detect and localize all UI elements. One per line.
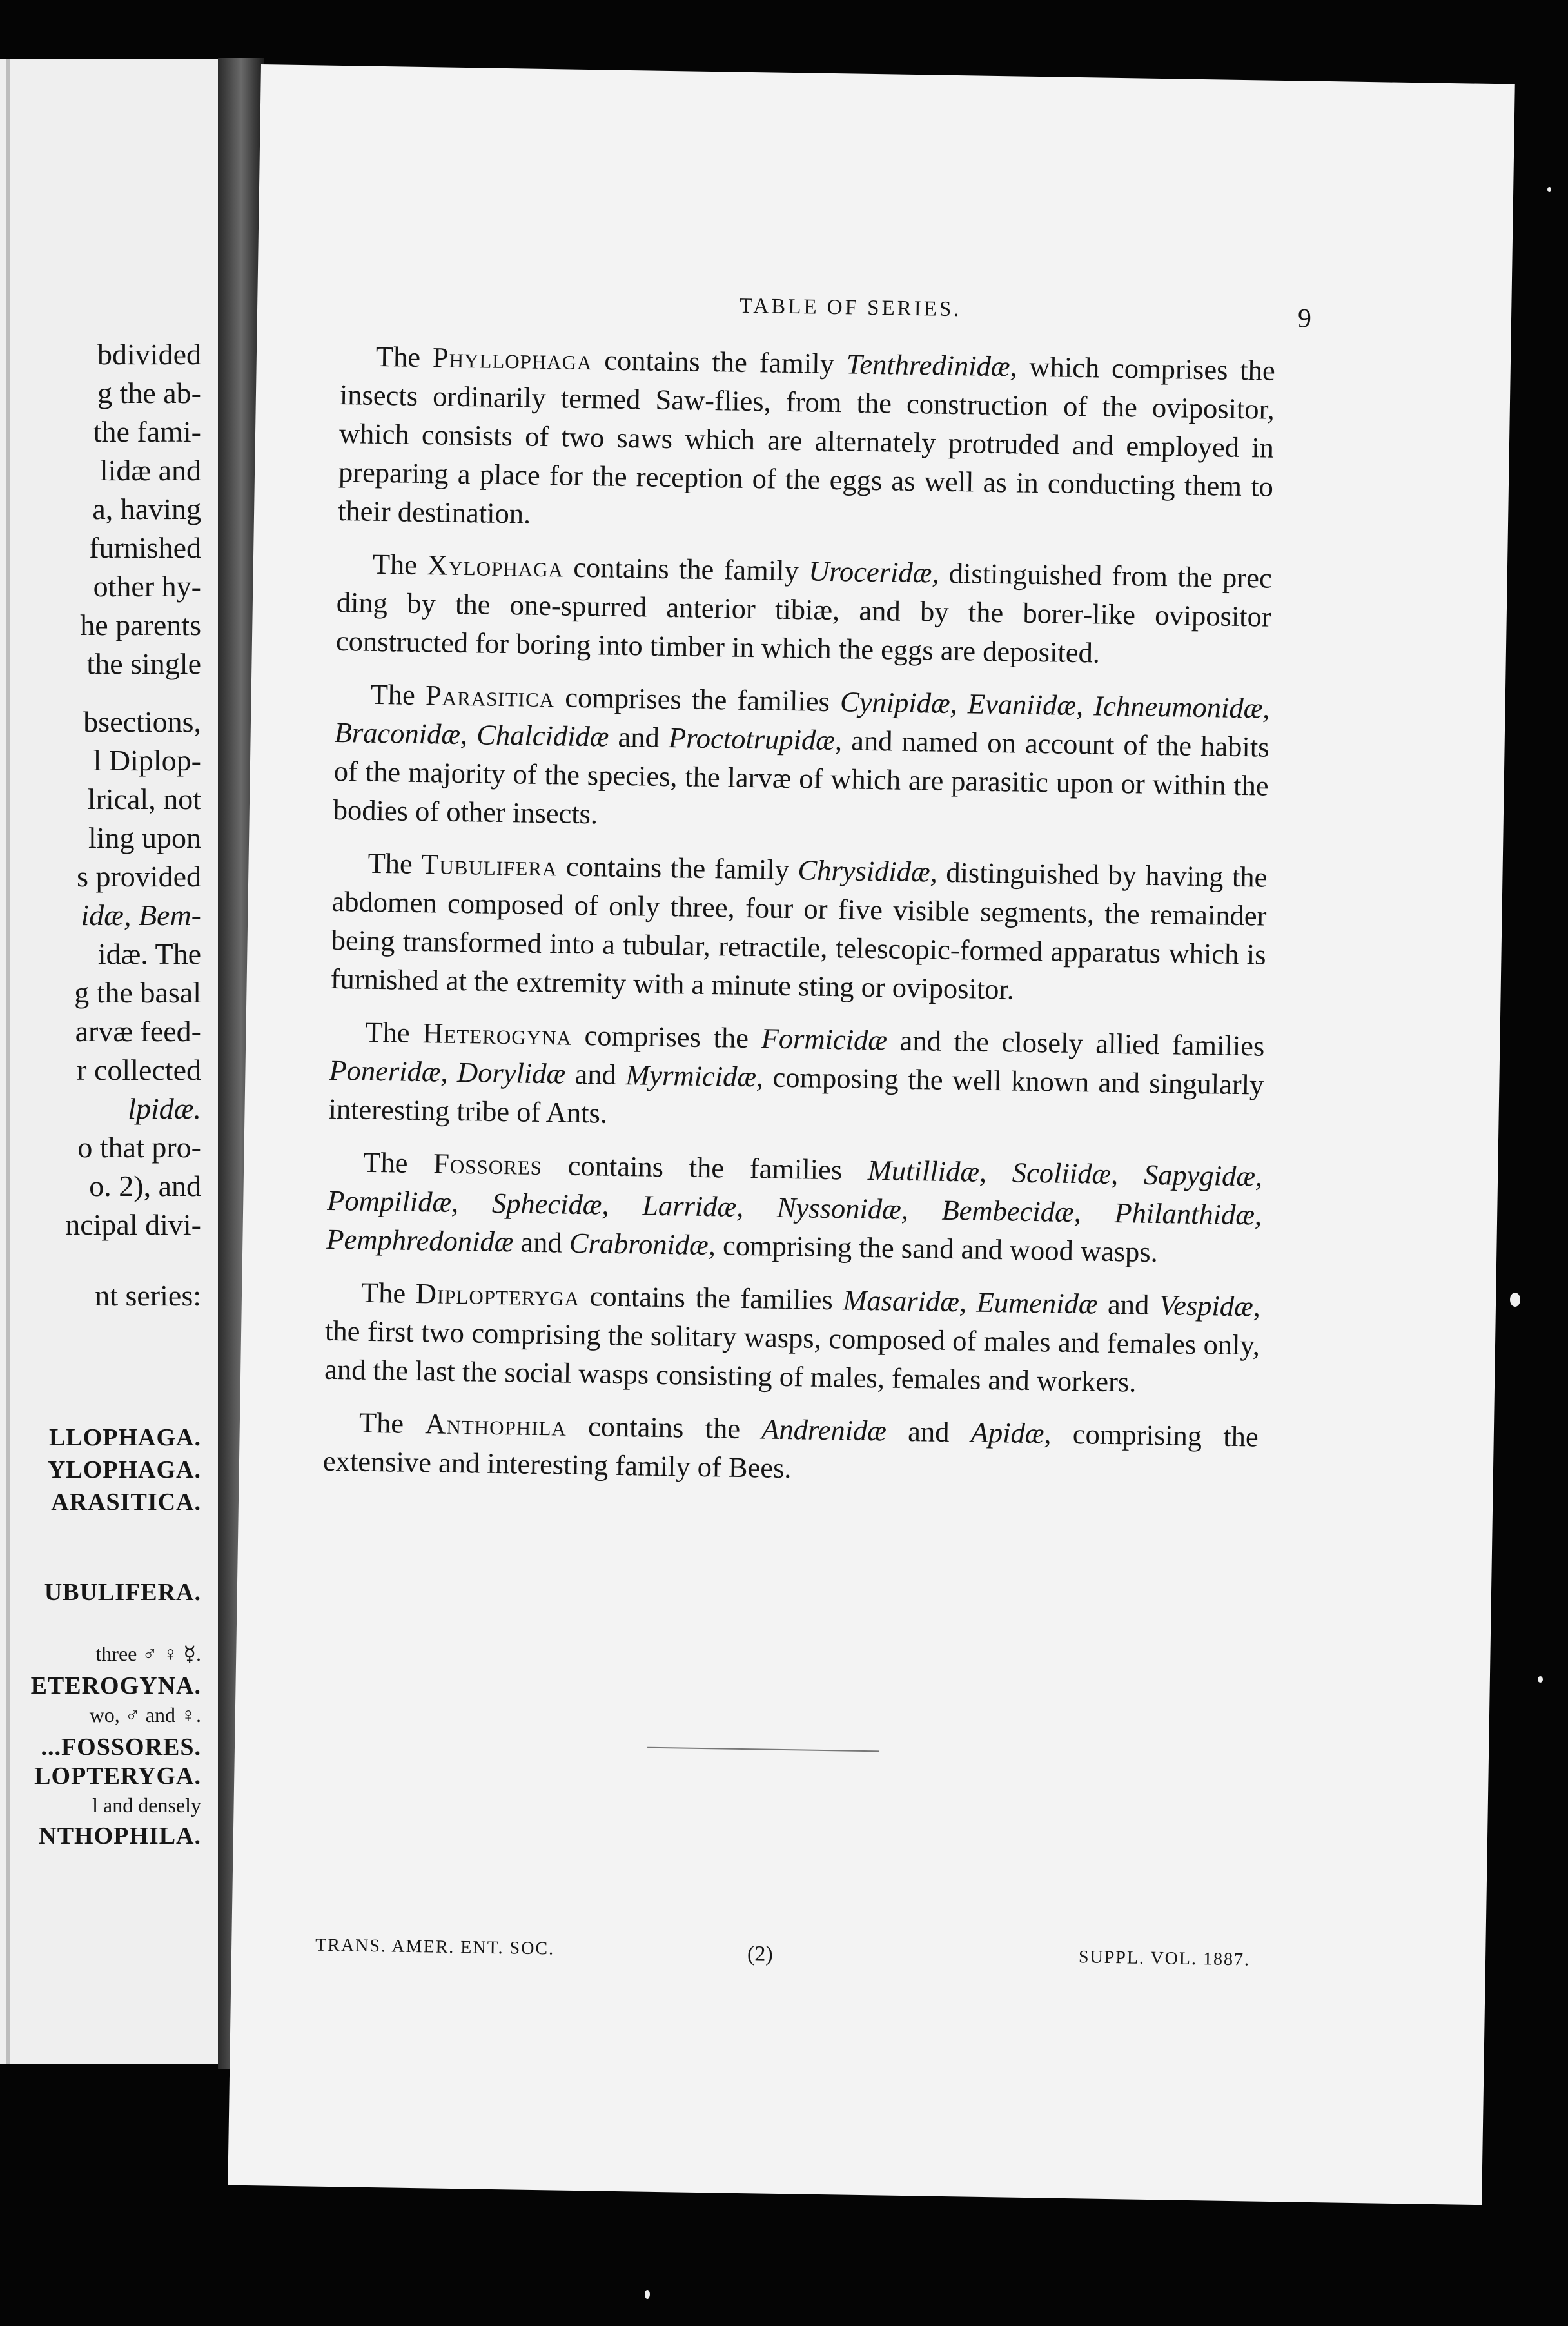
text-run: The [372, 547, 427, 582]
left-page-line: ...FOSSORES. [41, 1734, 201, 1761]
dust-speck [1510, 1293, 1520, 1307]
left-page-line: the fami- [93, 415, 201, 448]
series-name: Phyllophaga [432, 341, 593, 376]
footer-signature: (2) [747, 1942, 774, 1966]
text-run: and the closely allied families [887, 1024, 1265, 1062]
left-page-line: LLOPHAGA. [49, 1424, 201, 1451]
left-page-line: g the basal [74, 976, 201, 1009]
running-title: TABLE OF SERIES. [739, 294, 962, 322]
family-name: Crabronidæ, [569, 1226, 716, 1262]
series-name: Fossores [433, 1147, 543, 1182]
text-run: comprising the sand and wood wasps. [715, 1229, 1159, 1269]
left-page-line: ETEROGYNA. [30, 1672, 201, 1699]
left-page-line: l Diplop- [93, 744, 201, 777]
series-name: Tubulifera [420, 848, 558, 883]
paragraph [323, 1403, 1259, 1495]
left-page-line: other hy- [93, 570, 201, 603]
text-run: comprising the extensive and interesting family of Bees. [322, 1417, 1259, 1485]
family-name: Uroceridæ, [808, 554, 939, 589]
running-head [257, 287, 1512, 346]
text-run: contains the [566, 1409, 762, 1445]
left-page-line: o. 2), and [89, 1169, 201, 1202]
left-page-line: ARASITICA. [51, 1489, 201, 1516]
page-footer [315, 1935, 1250, 1989]
page-number: 9 [1297, 304, 1312, 334]
left-page-line: three ♂ ♀ ☿. [95, 1642, 201, 1665]
left-page-line: he parents [80, 609, 201, 641]
series-name: Anthophila [424, 1407, 567, 1442]
series-name: Xylophaga [426, 549, 564, 583]
dust-speck [645, 2290, 650, 2299]
text-run: comprises the families [554, 681, 841, 718]
family-name: Formicidæ [761, 1022, 888, 1057]
body-text [322, 337, 1275, 1509]
footer-volume: SUPPL. VOL. 1887. [1078, 1947, 1251, 1970]
text-run: and [886, 1414, 972, 1449]
paragraph [338, 337, 1276, 545]
left-page-line: idæ, Bem- [81, 899, 201, 932]
series-name: Diplopteryga [415, 1277, 580, 1312]
paragraph [330, 843, 1268, 1013]
footer-journal: TRANS. AMER. ENT. SOC. [315, 1935, 555, 1959]
left-page-edge [6, 59, 10, 2064]
text-run: and [1097, 1287, 1160, 1322]
left-page-line: LOPTERYGA. [34, 1763, 201, 1790]
left-page-line: r collected [77, 1053, 201, 1086]
left-page-line: l and densely [92, 1793, 201, 1817]
paragraph [324, 1273, 1261, 1403]
family-name: Myrmicidæ, [625, 1059, 764, 1093]
text-run: comprises the [571, 1019, 762, 1055]
text-run: and [609, 720, 669, 754]
dust-speck [1538, 1676, 1543, 1683]
text-run: contains the families [579, 1279, 843, 1316]
text-run: contains the families [542, 1149, 868, 1186]
text-run: and [565, 1057, 626, 1091]
left-page-line: ling upon [88, 821, 201, 854]
family-name: Andrenidæ [761, 1412, 887, 1447]
family-name: Chrysididæ, [798, 854, 938, 888]
text-run: the first two comprising the solitary wasps, composed of males and females only, and the last the social wasps consisting of males, females and workers. [324, 1314, 1260, 1398]
text-run: The [368, 846, 422, 881]
left-page-line: UBULIFERA. [44, 1579, 201, 1606]
left-page-line: o that pro- [77, 1131, 201, 1164]
text-run: The [375, 340, 433, 374]
text-run: The [365, 1015, 423, 1050]
text-run: The [360, 1276, 416, 1309]
text-run: The [358, 1406, 426, 1440]
left-page-line: lidæ and [99, 454, 201, 487]
left-page-line: bdivided [97, 338, 201, 371]
left-page-line: lrical, not [87, 783, 201, 816]
left-facing-page [0, 59, 218, 2064]
left-page-line: s provided [77, 860, 201, 893]
family-name: Proctotrupidæ, [668, 721, 843, 757]
paragraph [333, 674, 1270, 844]
text-run: distinguished from the prec ding by the one-spurred anterior tibiæ, and by the borer-like ovipositor constructed for boring into timber in which the eggs are deposited. [335, 556, 1273, 669]
text-run: The [370, 678, 426, 712]
series-name: Parasitica [425, 679, 555, 714]
left-page-line: nt series: [95, 1279, 201, 1312]
family-name: Masaridæ, Eumenidæ [843, 1284, 1098, 1320]
text-run: distinguished by having the abdomen composed of only three, four or five visible segments, the remainder being transformed into a tubular, retractile, telescopic-formed apparatus which is furnished at the extremity with a minute sting or ovipositor. [330, 855, 1268, 1006]
left-page-line: g the ab- [97, 376, 201, 409]
text-run: The [362, 1146, 434, 1180]
family-name: Mutillidæ, Scoliidæ, Sapygidæ, Pompilidæ, Sphecidæ, Larridæ, Nyssonidæ, Bembecidæ, Philanthidæ, Pemphredonidæ [326, 1153, 1263, 1258]
left-page-line: lpidæ. [128, 1092, 201, 1125]
text-run: contains the family [592, 344, 847, 380]
left-page-line: bsections, [83, 705, 201, 738]
family-name: Apidæ, [970, 1416, 1052, 1450]
text-run: contains the family [557, 850, 798, 886]
left-page-line: furnished [89, 531, 201, 564]
dust-speck [1547, 187, 1551, 192]
text-run: which comprises the insects ordinarily termed Saw-flies, from the construction of the ovipositor, which consists of two saws which are alternately protruded and employed in preparing a place for the reception of the eggs as well as in conducting them to their destination. [337, 350, 1276, 530]
family-name: Poneridæ, Dorylidæ [329, 1053, 566, 1090]
text-run: contains the family [563, 551, 809, 587]
text-run: composing the well known and singularly interesting tribe of Ants. [328, 1060, 1264, 1129]
paragraph [328, 1012, 1265, 1143]
left-page-line: ncipal divi- [65, 1208, 201, 1241]
family-name: Tenthredinidæ, [846, 347, 1018, 383]
left-page-line: the single [86, 647, 201, 680]
left-page-line: wo, ♂ and ♀. [89, 1703, 201, 1726]
left-page-line: a, having [92, 493, 201, 525]
paragraph [326, 1142, 1263, 1273]
text-run: and named on account of the habits of the majority of the species, the larvæ of which are parasitic upon or within the bodies of other insects. [333, 724, 1269, 830]
family-name: Vespidæ, [1159, 1289, 1261, 1323]
text-run: and [513, 1226, 570, 1259]
family-name: Cynipidæ, Evaniidæ, Ichneumonidæ, Braconidæ, Chalcididæ [334, 685, 1270, 753]
series-name: Heterogyna [422, 1017, 573, 1051]
left-page-line: arvæ feed- [75, 1015, 201, 1048]
left-page-line: NTHOPHILA. [39, 1823, 201, 1850]
left-page-line: YLOPHAGA. [47, 1456, 201, 1483]
right-page [228, 64, 1514, 2205]
section-separator-rule [647, 1747, 879, 1752]
left-page-line: idæ. The [97, 937, 201, 970]
paragraph [336, 544, 1273, 675]
